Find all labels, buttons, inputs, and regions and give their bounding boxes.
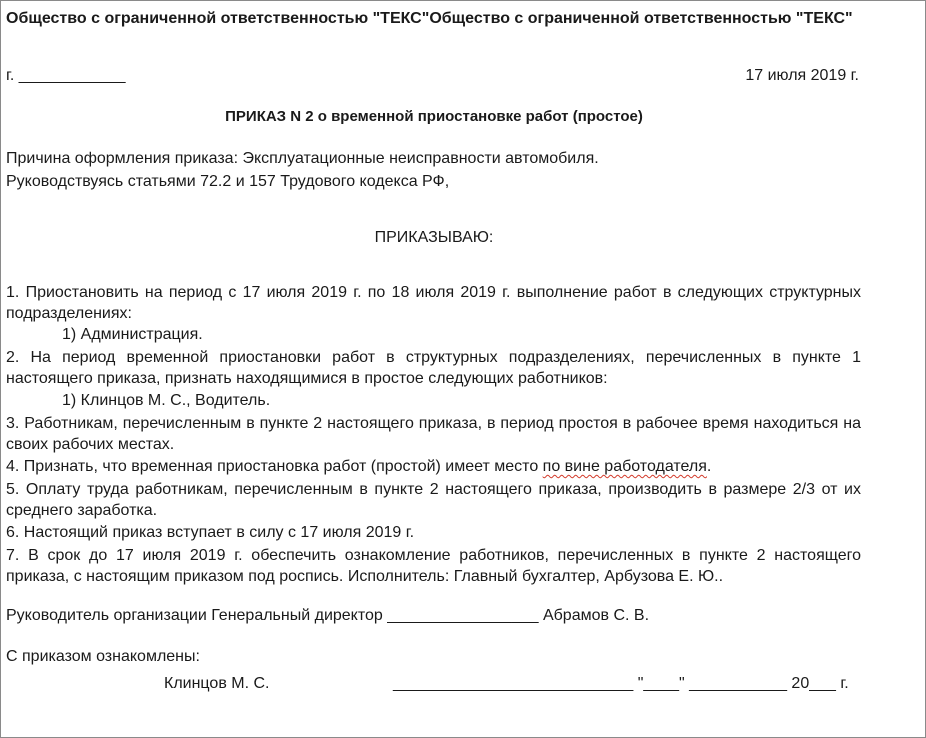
order-title: ПРИКАЗ N 2 о временной приостановке работ (простое)	[225, 108, 643, 125]
item-1-sub: 1) Администрация.	[62, 326, 203, 343]
item-4-highlight: по вине работодателя	[542, 458, 707, 475]
item-5: 5. Оплату труда работникам, перечисленным в пункте 2 настоящего приказа, производить в размере 2/3 от их среднего заработка.	[6, 481, 861, 519]
item-3: 3. Работникам, перечисленным в пункте 2 настоящего приказа, в период простоя в рабочее время находиться на своих рабочих местах.	[6, 415, 861, 453]
item-6: 6. Настоящий приказ вступает в силу с 17 июля 2019 г.	[6, 524, 415, 541]
item-2-sub: 1) Клинцов М. С., Водитель.	[62, 392, 271, 409]
item-4-suffix: .	[706, 458, 712, 475]
city-field: г. ____________	[6, 67, 126, 84]
employee-name: Клинцов М. С.	[164, 675, 270, 692]
order-date: 17 июля 2019 г.	[745, 67, 859, 84]
acquainted-label: С приказом ознакомлены:	[6, 648, 200, 665]
order-basis: Руководствуясь статьями 72.2 и 157 Трудового кодекса РФ,	[6, 173, 450, 190]
item-1: 1. Приостановить на период с 17 июля 2019 г. по 18 июля 2019 г. выполнение работ в следующих структурных подразделениях:	[6, 284, 861, 322]
item-7: 7. В срок до 17 июля 2019 г. обеспечить ознакомление работников, перечисленных в пункте 2 настоящего приказа, с настоящим приказом под роспись. Исполнитель: Главный бухгалтер, Арбузова Е. Ю..	[6, 547, 861, 585]
order-reason: Причина оформления приказа: Эксплуатационные неисправности автомобиля.	[6, 150, 599, 167]
item-4-prefix: 4. Признать, что временная приостановка работ (простой) имеет место	[6, 458, 543, 475]
employee-signature-line: ___________________________ "____" ___________ 20___ г.	[393, 675, 849, 692]
organization-header: Общество с ограниченной ответственностью "ТЕКС"Общество с ограниченной ответственностью "ТЕКС"	[6, 10, 853, 27]
head-signature-line: Руководитель организации Генеральный директор _________________ Абрамов С. В.	[6, 607, 650, 624]
item-2: 2. На период временной приостановки работ в структурных подразделениях, перечисленных в пункте 1 настоящего приказа, признать находящимися в простое следующих работников:	[6, 349, 861, 387]
order-word: ПРИКАЗЫВАЮ:	[374, 229, 494, 246]
item-4	[6, 456, 861, 477]
